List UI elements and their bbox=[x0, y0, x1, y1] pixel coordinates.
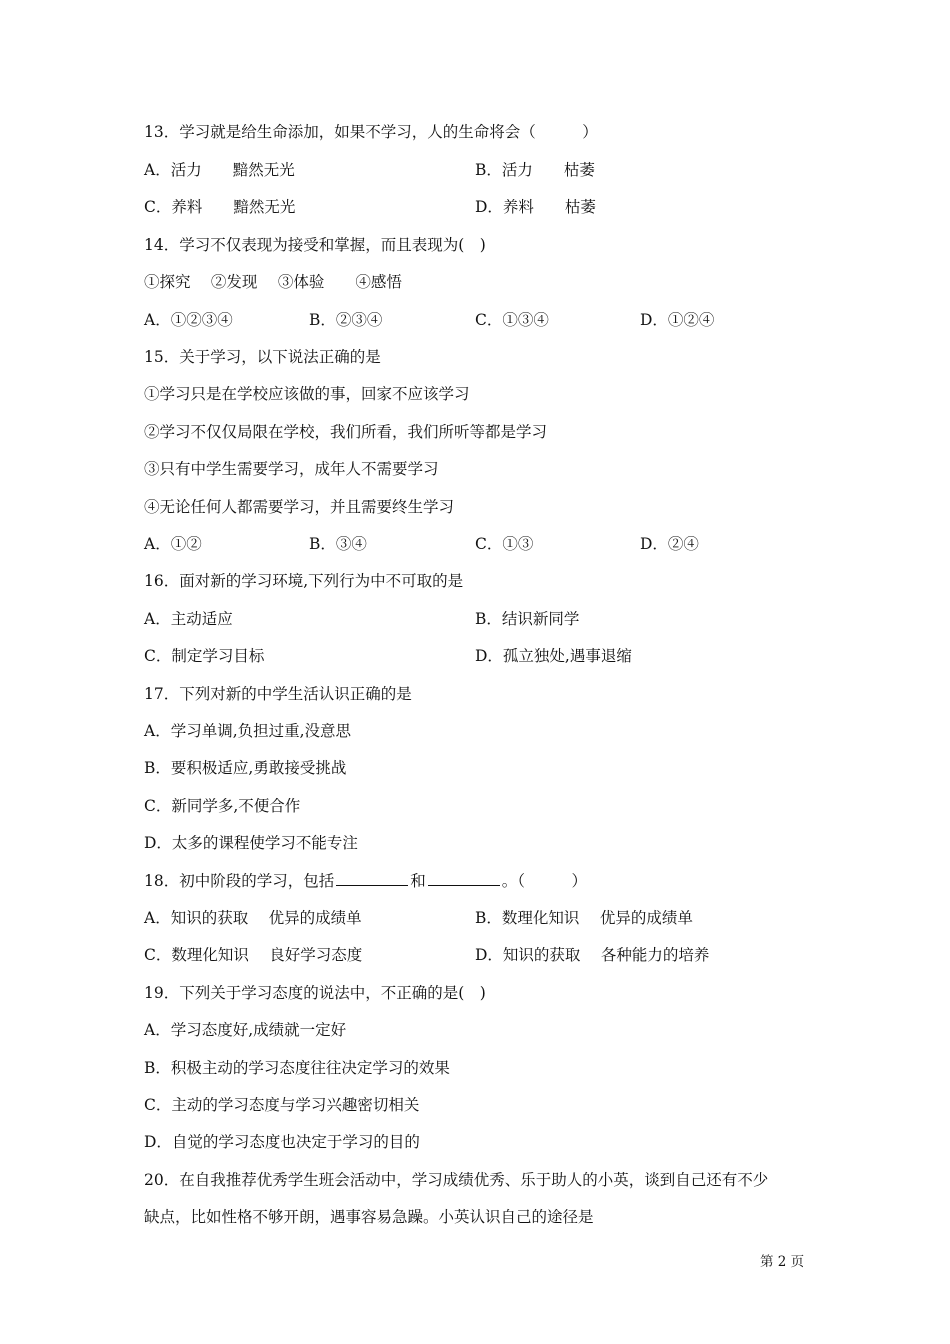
q13-option-c: C．养料 黯然无光 bbox=[144, 198, 296, 216]
q19-option-a: A．学习态度好,成绩就一定好 bbox=[144, 1021, 347, 1039]
q15-option-a: A．①② bbox=[144, 535, 202, 553]
q18-stem bbox=[144, 871, 587, 891]
q18-stem-part3: 。（ ） bbox=[501, 872, 588, 890]
q20-stem-line1: 20．在自我推荐优秀学生班会活动中，学习成绩优秀、乐于助人的小英，谈到自己还有不少 bbox=[144, 1171, 769, 1189]
q18-option-b: B．数理化知识 优异的成绩单 bbox=[475, 909, 693, 927]
q14-option-d: D．①②④ bbox=[640, 311, 715, 329]
q17-stem: 17．下列对新的中学生活认识正确的是 bbox=[144, 685, 412, 703]
q14-stem: 14．学习不仅表现为接受和掌握，而且表现为( ) bbox=[144, 236, 486, 254]
answer-blank-1 bbox=[336, 871, 408, 886]
q19-stem: 19．下列关于学习态度的说法中，不正确的是( ) bbox=[144, 984, 486, 1002]
q19-option-b: B．积极主动的学习态度往往决定学习的效果 bbox=[144, 1059, 450, 1077]
q15-option-d: D．②④ bbox=[640, 535, 699, 553]
q17-option-a: A．学习单调,负担过重,没意思 bbox=[144, 722, 352, 740]
q15-statement-4: ④无论任何人都需要学习，并且需要终生学习 bbox=[144, 498, 455, 516]
q16-option-c: C．制定学习目标 bbox=[144, 647, 265, 665]
q15-option-c: C．①③ bbox=[475, 535, 534, 553]
q19-option-c: C．主动的学习态度与学习兴趣密切相关 bbox=[144, 1096, 420, 1114]
q18-option-c: C．数理化知识 良好学习态度 bbox=[144, 946, 363, 964]
q19-option-d: D．自觉的学习态度也决定于学习的目的 bbox=[144, 1133, 420, 1151]
q18-option-d: D．知识的获取 各种能力的培养 bbox=[475, 946, 710, 964]
q15-option-b: B．③④ bbox=[309, 535, 367, 553]
q15-statement-1: ①学习只是在学校应该做的事，回家不应该学习 bbox=[144, 385, 470, 403]
q18-stem-part1: 18．初中阶段的学习，包括 bbox=[144, 872, 335, 890]
q18-stem-part2: 和 bbox=[410, 872, 426, 890]
q16-stem: 16．面对新的学习环境,下列行为中不可取的是 bbox=[144, 572, 464, 590]
q14-items: ①探究 ②发现 ③体验 ④感悟 bbox=[144, 273, 402, 291]
q20-stem-line2: 缺点，比如性格不够开朗，遇事容易急躁。小英认识自己的途径是 bbox=[144, 1208, 594, 1226]
answer-blank-2 bbox=[428, 871, 500, 886]
page-number: 第 2 页 bbox=[760, 1254, 805, 1270]
q14-option-a: A．①②③④ bbox=[144, 311, 233, 329]
q13-stem: 13．学习就是给生命添加，如果不学习，人的生命将会（ ） bbox=[144, 123, 598, 141]
q15-statement-3: ③只有中学生需要学习，成年人不需要学习 bbox=[144, 460, 439, 478]
q17-option-b: B．要积极适应,勇敢接受挑战 bbox=[144, 759, 347, 777]
q14-option-c: C．①③④ bbox=[475, 311, 549, 329]
q16-option-d: D．孤立独处,遇事退缩 bbox=[475, 647, 632, 665]
q14-option-b: B．②③④ bbox=[309, 311, 383, 329]
q17-option-d: D．太多的课程使学习不能专注 bbox=[144, 834, 358, 852]
q16-option-b: B．结识新同学 bbox=[475, 610, 580, 628]
q16-option-a: A．主动适应 bbox=[144, 610, 233, 628]
q18-option-a: A．知识的获取 优异的成绩单 bbox=[144, 909, 362, 927]
q15-statement-2: ②学习不仅仅局限在学校，我们所看，我们所听等都是学习 bbox=[144, 423, 548, 441]
q15-stem: 15．关于学习，以下说法正确的是 bbox=[144, 348, 381, 366]
q13-option-d: D．养料 枯萎 bbox=[475, 198, 596, 216]
q13-option-a: A．活力 黯然无光 bbox=[144, 161, 295, 179]
q17-option-c: C．新同学多,不便合作 bbox=[144, 797, 301, 815]
q13-option-b: B．活力 枯萎 bbox=[475, 161, 595, 179]
